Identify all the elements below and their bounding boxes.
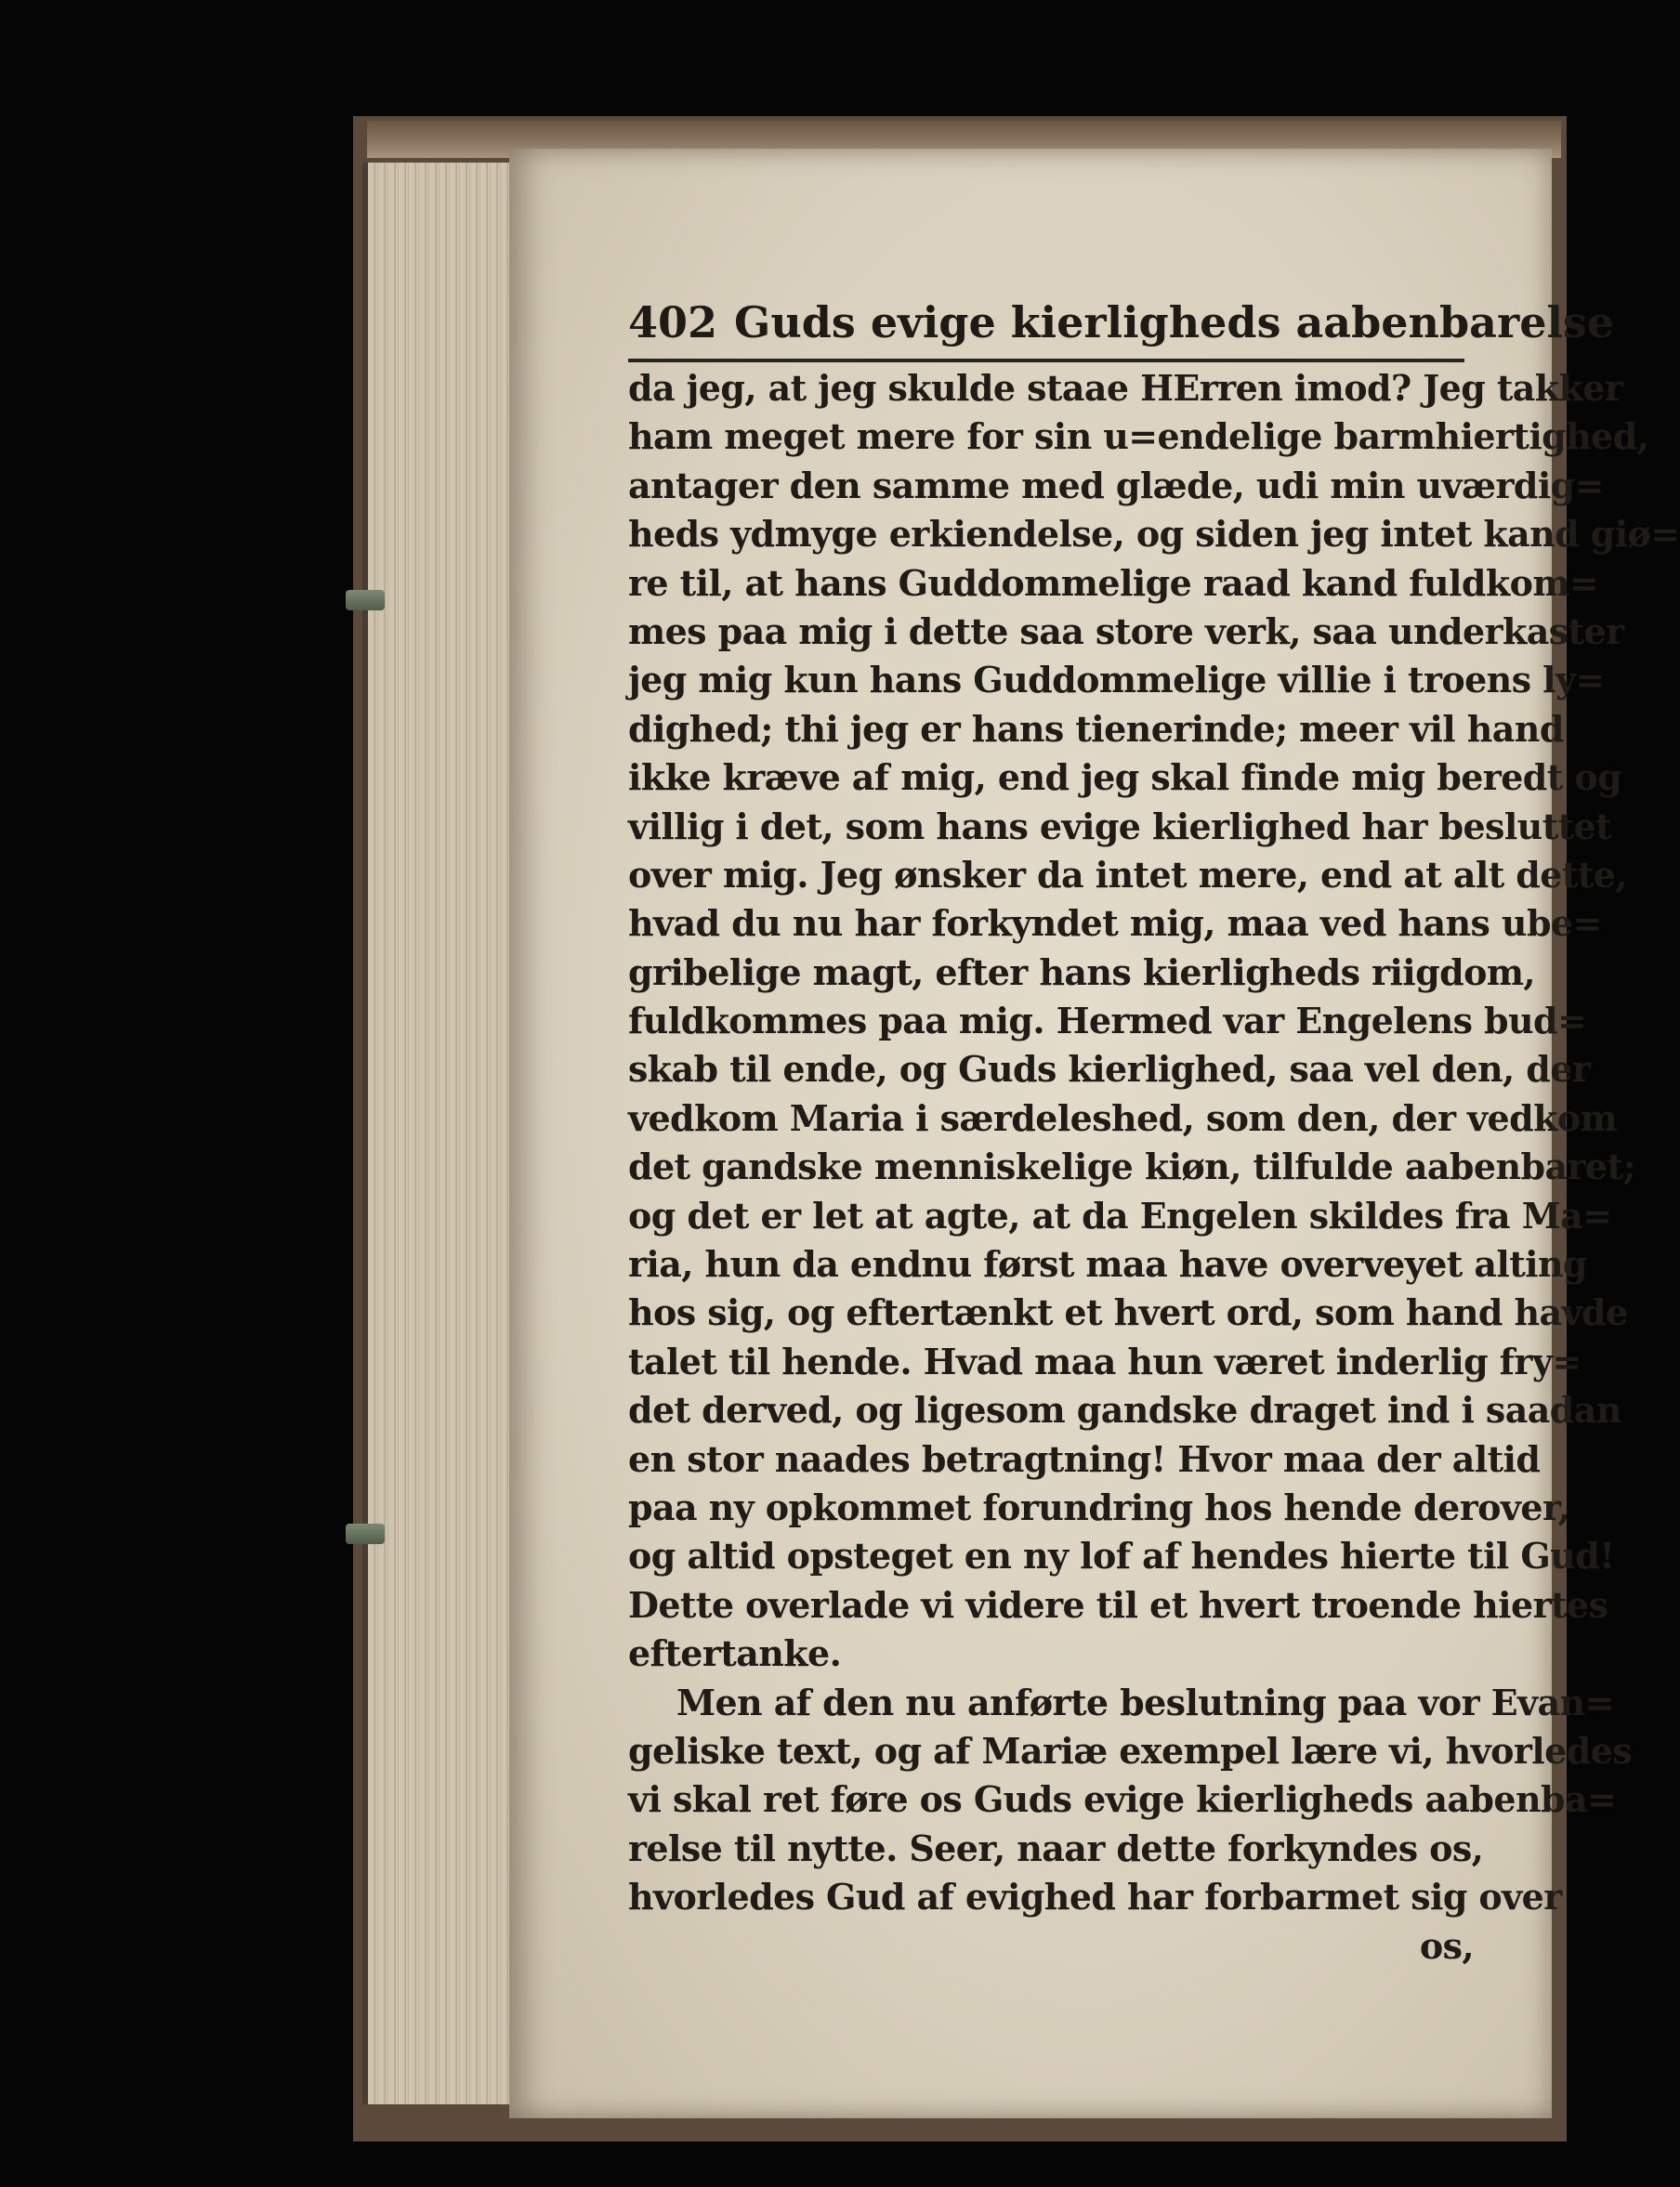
text-line: paa ny opkommet forundring hos hende derover, — [628, 1486, 1570, 1528]
text-line: mes paa mig i dette saa store verk, saa underkaster — [628, 609, 1624, 652]
text-line: vedkom Maria i særdeleshed, som den, der vedkom — [628, 1096, 1618, 1139]
text-line: re til, at hans Guddommelige raad kand fuldkom= — [628, 561, 1599, 604]
text-line: hos sig, og eftertænkt et hvert ord, som hand havde — [628, 1291, 1628, 1334]
text-line: gribelige magt, efter hans kierligheds riigdom, — [628, 950, 1536, 993]
text-line: da jeg, at jeg skulde staae HErren imod? Jeg takker — [628, 367, 1623, 409]
text-line: vi skal ret føre os Guds evige kierligheds aabenba= — [628, 1778, 1617, 1821]
text-line: det gandske menniskelige kiøn, tilfulde aabenbaret; — [628, 1146, 1635, 1188]
text-line: jeg mig kun hans Guddommelige villie i troens ly= — [628, 659, 1605, 701]
catchword: os, — [1419, 1924, 1474, 1967]
text-line: eftertanke. — [628, 1632, 842, 1675]
text-line: over mig. Jeg ønsker da intet mere, end at alt dette, — [628, 853, 1627, 896]
text-line: Men af den nu anførte beslutning paa vor Evan= — [676, 1681, 1614, 1723]
text-line: heds ydmyge erkiendelse, og siden jeg intet kand giø= — [628, 513, 1680, 556]
text-line: og det er let at agte, at da Engelen skildes fra Ma= — [628, 1194, 1612, 1237]
text-line: villig i det, som hans evige kierlighed har besluttet — [628, 805, 1612, 847]
text-line: en stor naades betragtning! Hvor maa der altid — [628, 1437, 1541, 1480]
text-line: ria, hun da endnu først maa have overveyet alting — [628, 1243, 1588, 1286]
text-line: dighed; thi jeg er hans tienerinde; meer vil hand — [628, 707, 1564, 750]
clasp-lower — [346, 1524, 385, 1544]
page-number: 402 — [628, 297, 718, 347]
header-rule — [628, 359, 1464, 362]
text-line: og altid opsteget en ny lof af hendes hierte til Gud! — [628, 1535, 1615, 1578]
text-line: ikke kræve af mig, end jeg skal finde mig beredt og — [628, 756, 1622, 799]
page-header — [628, 297, 1615, 353]
text-line: det derved, og ligesom gandske draget ind i saadan — [628, 1389, 1621, 1432]
text-line: hvad du nu har forkyndet mig, maa ved hans ube= — [628, 902, 1602, 945]
text-line: relse til nytte. Seer, naar dette forkyndes os, — [628, 1827, 1484, 1869]
running-head: Guds evige kierligheds aabenbarelse — [734, 297, 1615, 347]
page-body-text — [628, 364, 1680, 1971]
text-line: Dette overlade vi videre til et hvert troende hiertes — [628, 1583, 1608, 1626]
text-line: geliske text, og af Mariæ exempel lære vi, hvorledes — [628, 1729, 1633, 1772]
text-line: skab til ende, og Guds kierlighed, saa vel den, der — [628, 1048, 1591, 1091]
text-line: ham meget mere for sin u=endelige barmhiertighed, — [628, 415, 1649, 458]
text-line: antager den samme med glæde, udi min uværdig= — [628, 464, 1604, 506]
text-line: hvorledes Gud af evighed har forbarmet sig over — [628, 1876, 1562, 1919]
clasp-upper — [346, 590, 385, 610]
text-line: talet til hende. Hvad maa hun været inderlig fry= — [628, 1340, 1582, 1382]
text-line: fuldkommes paa mig. Hermed var Engelens bud= — [628, 1000, 1587, 1042]
